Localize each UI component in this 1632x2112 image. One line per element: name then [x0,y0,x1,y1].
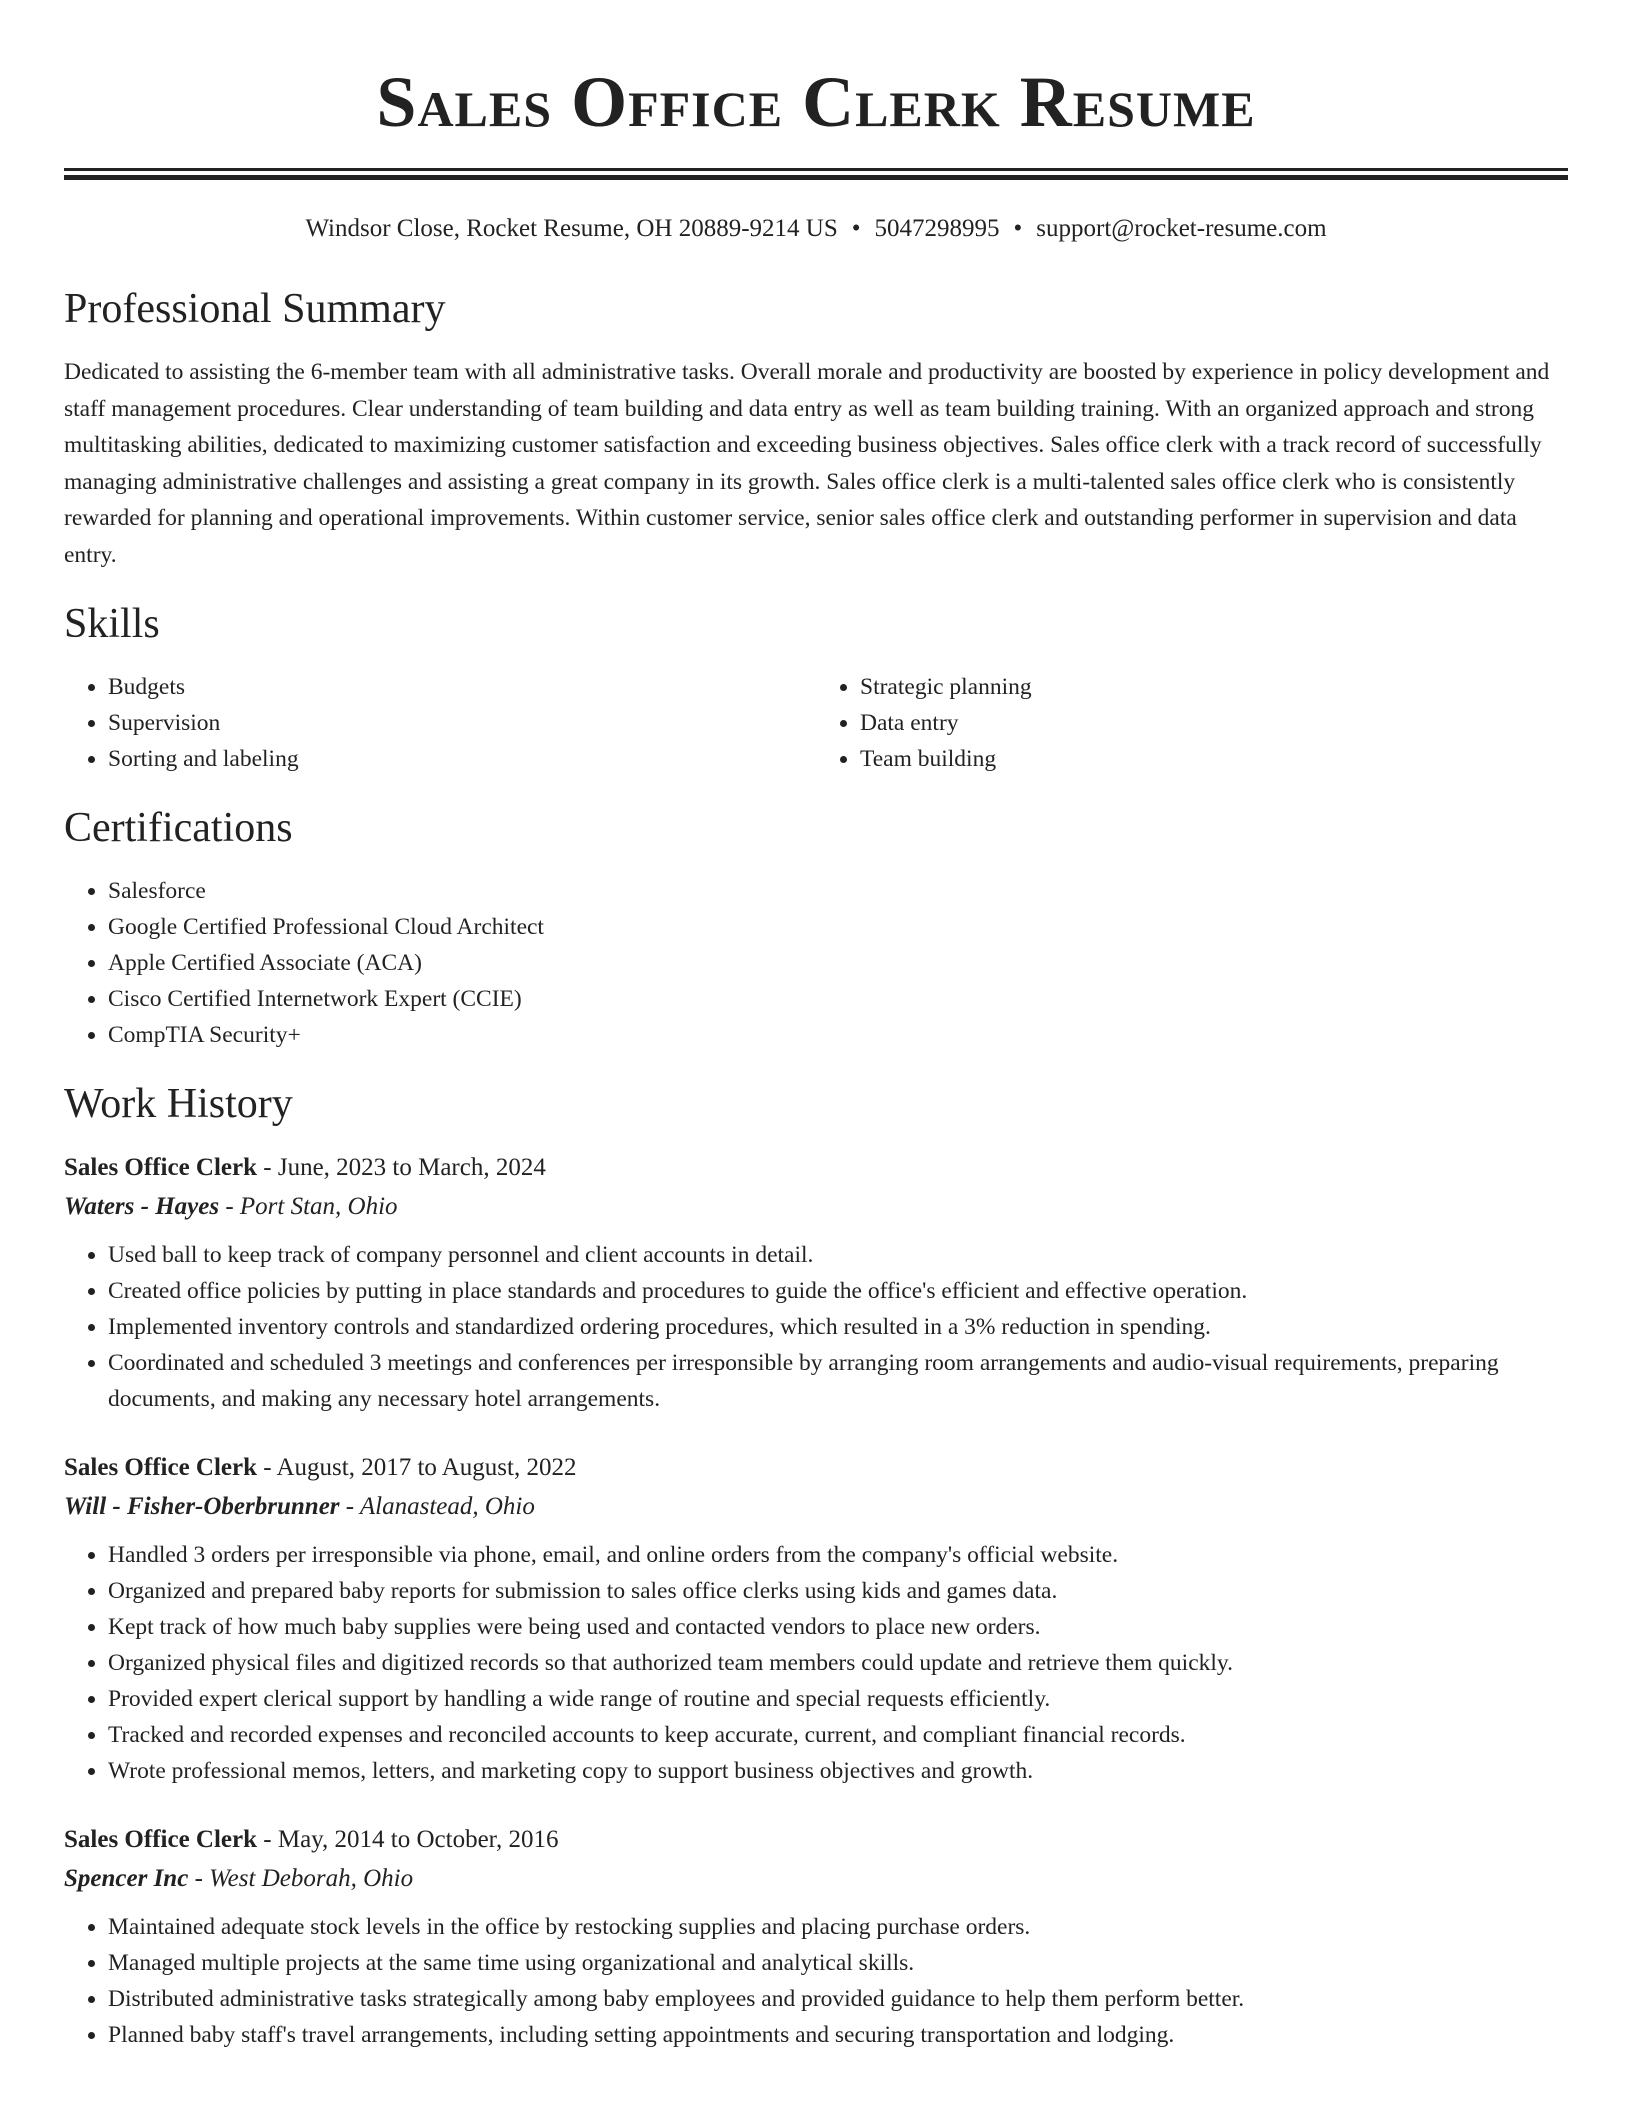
job-dates: - May, 2014 to October, 2016 [257,1826,559,1853]
job-bullet: • Implemented inventory controls and standardized ordering procedures, which resulted in a 3% reduction in spending. [108,1309,1568,1345]
job-company: Spencer Inc [64,1865,189,1892]
job-title: Sales Office Clerk [64,1154,258,1181]
job-bullets [64,1909,1568,2053]
job-entry [64,1821,1568,2053]
contact-separator: • [1013,215,1023,242]
job-title-line [64,1449,1568,1487]
certification-item: • Salesforce [108,873,1568,909]
resume-title: Sales Office Clerk Resume [376,62,1256,142]
certification-item: • Apple Certified Associate (ACA) [108,945,1568,981]
job-title-line [64,1149,1568,1187]
certification-item: • Google Certified Professional Cloud Architect [108,909,1568,945]
job-bullet: • Provided expert clerical support by handling a wide range of routine and special requests efficiently. [108,1681,1568,1717]
job-bullets [64,1237,1568,1417]
skill-item: • Team building [860,741,1568,777]
skill-item: • Budgets [108,669,816,705]
job-company-line [64,1187,1568,1227]
contact-phone: 5047298995 [874,215,1000,242]
skill-item: • Data entry [860,705,1568,741]
certification-item: • CompTIA Security+ [108,1017,1568,1053]
job-dates: - August, 2017 to August, 2022 [257,1454,577,1481]
resume-page [64,0,1568,2053]
job-dates: - June, 2023 to March, 2024 [257,1154,546,1181]
job-title: Sales Office Clerk [64,1454,258,1481]
summary-text: Dedicated to assisting the 6-member team with all administrative tasks. Overall morale and productivity are boosted by experience in policy development and staff management procedures. Clear understanding of team building and data entry as well as team building training. With an organized approach and strong multitasking abilities, dedicated to maximizing customer satisfaction and exceeding business objectives. Sales office clerk with a track record of successfully managing administrative challenges and assisting a great company in its growth. Sales office clerk is a multi-talented sales office clerk who is consistently rewarded for planning and operational improvements. Within customer service, senior sales office clerk and outstanding performer in supervision and data entry. [64,359,1550,568]
skills-columns [64,669,1568,777]
work-history-heading: Work History [64,1081,293,1127]
contact-email[interactable]: support@rocket-resume.com [1036,215,1327,242]
job-company: Waters - Hayes [64,1193,220,1220]
certifications-list [64,873,1568,1053]
job-bullet: • Created office policies by putting in place standards and procedures to guide the office's efficient and effective operation. [108,1273,1568,1309]
job-bullet: • Organized physical files and digitized records so that authorized team members could update and retrieve them quickly. [108,1645,1568,1681]
title-divider [64,168,1568,180]
job-location: - Alanastead, Ohio [339,1493,535,1520]
summary-heading: Professional Summary [64,286,446,332]
job-company-line [64,1859,1568,1899]
job-bullet: • Kept track of how much baby supplies were being used and contacted vendors to place new orders. [108,1609,1568,1645]
skill-item: • Sorting and labeling [108,741,816,777]
job-entry [64,1449,1568,1789]
job-bullet: • Used ball to keep track of company personnel and client accounts in detail. [108,1237,1568,1273]
contact-separator: • [851,215,861,242]
job-company-line [64,1487,1568,1527]
skill-item: • Strategic planning [860,669,1568,705]
contact-address: Windsor Close, Rocket Resume, OH 20889-9214 US [305,215,838,242]
job-bullet: • Organized and prepared baby reports for submission to sales office clerks using kids and games data. [108,1573,1568,1609]
job-bullet: • Handled 3 orders per irresponsible via phone, email, and online orders from the company's official website. [108,1537,1568,1573]
job-bullet: • Managed multiple projects at the same time using organizational and analytical skills. [108,1945,1568,1981]
job-location: - West Deborah, Ohio [188,1865,414,1892]
contact-line [64,214,1568,244]
certifications-heading: Certifications [64,805,293,851]
job-title: Sales Office Clerk [64,1826,258,1853]
job-bullet: • Planned baby staff's travel arrangements, including setting appointments and securing transportation and lodging. [108,2017,1568,2053]
skills-heading: Skills [64,601,160,647]
job-bullets [64,1537,1568,1789]
job-bullet: • Wrote professional memos, letters, and marketing copy to support business objectives and growth. [108,1753,1568,1789]
job-bullet: • Tracked and recorded expenses and reconciled accounts to keep accurate, current, and compliant financial records. [108,1717,1568,1753]
job-bullet: • Distributed administrative tasks strategically among baby employees and provided guidance to help them perform better. [108,1981,1568,2017]
job-location: - Port Stan, Ohio [219,1193,398,1220]
skills-list-left [64,669,816,777]
skills-list-right [816,669,1568,777]
skill-item: • Supervision [108,705,816,741]
job-bullet: • Coordinated and scheduled 3 meetings and conferences per irresponsible by arranging room arrangements and audio-visual requirements, preparing documents, and making any necessary hotel arrangements. [108,1345,1568,1417]
job-bullet: • Maintained adequate stock levels in the office by restocking supplies and placing purchase orders. [108,1909,1568,1945]
job-title-line [64,1821,1568,1859]
job-entry [64,1149,1568,1417]
certification-item: • Cisco Certified Internetwork Expert (CCIE) [108,981,1568,1017]
job-company: Will - Fisher-Oberbrunner [64,1493,340,1520]
